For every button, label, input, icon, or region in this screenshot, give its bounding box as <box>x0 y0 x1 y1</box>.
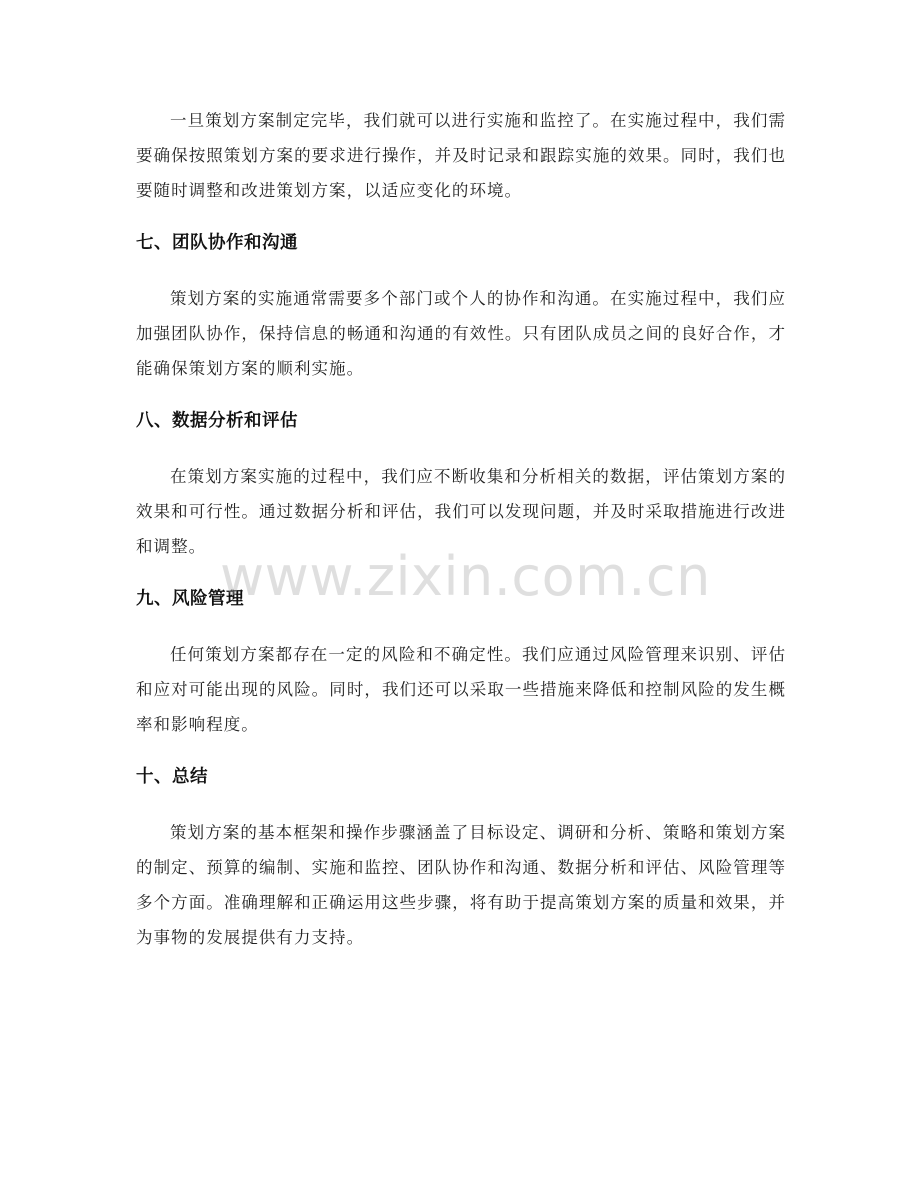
intro-paragraph: 一旦策划方案制定完毕，我们就可以进行实施和监控了。在实施过程中，我们需要确保按照策划方案的要求进行操作，并及时记录和跟踪实施的效果。同时，我们也要随时调整和改进策划方案，以适应变化的环境。 <box>136 111 786 200</box>
watermark: www.zixin.com.cn <box>220 545 711 608</box>
section-10-paragraph: 策划方案的基本框架和操作步骤涵盖了目标设定、调研和分析、策略和策划方案的制定、预算的编制、实施和监控、团队协作和沟通、数据分析和评估、风险管理等多个方面。准确理解和正确运用这些步骤，将有助于提高策划方案的质量和效果，并为事物的发展提供有力支持。 <box>136 823 786 947</box>
section-9-heading: 九、风险管理 <box>136 589 244 609</box>
section-10-heading: 十、总结 <box>136 767 208 787</box>
section-7-paragraph: 策划方案的实施通常需要多个部门或个人的协作和沟通。在实施过程中，我们应加强团队协作，保持信息的畅通和沟通的有效性。只有团队成员之间的良好合作，才能确保策划方案的顺利实施。 <box>136 289 786 378</box>
section-7-heading: 七、团队协作和沟通 <box>136 233 298 253</box>
section-8-heading: 八、数据分析和评估 <box>136 411 298 431</box>
section-8-paragraph: 在策划方案实施的过程中，我们应不断收集和分析相关的数据，评估策划方案的效果和可行性。通过数据分析和评估，我们可以发现问题，并及时采取措施进行改进和调整。 <box>136 467 786 556</box>
document-content <box>136 103 786 975</box>
section-9-paragraph: 任何策划方案都存在一定的风险和不确定性。我们应通过风险管理来识别、评估和应对可能出现的风险。同时，我们还可以采取一些措施来降低和控制风险的发生概率和影响程度。 <box>136 645 786 734</box>
